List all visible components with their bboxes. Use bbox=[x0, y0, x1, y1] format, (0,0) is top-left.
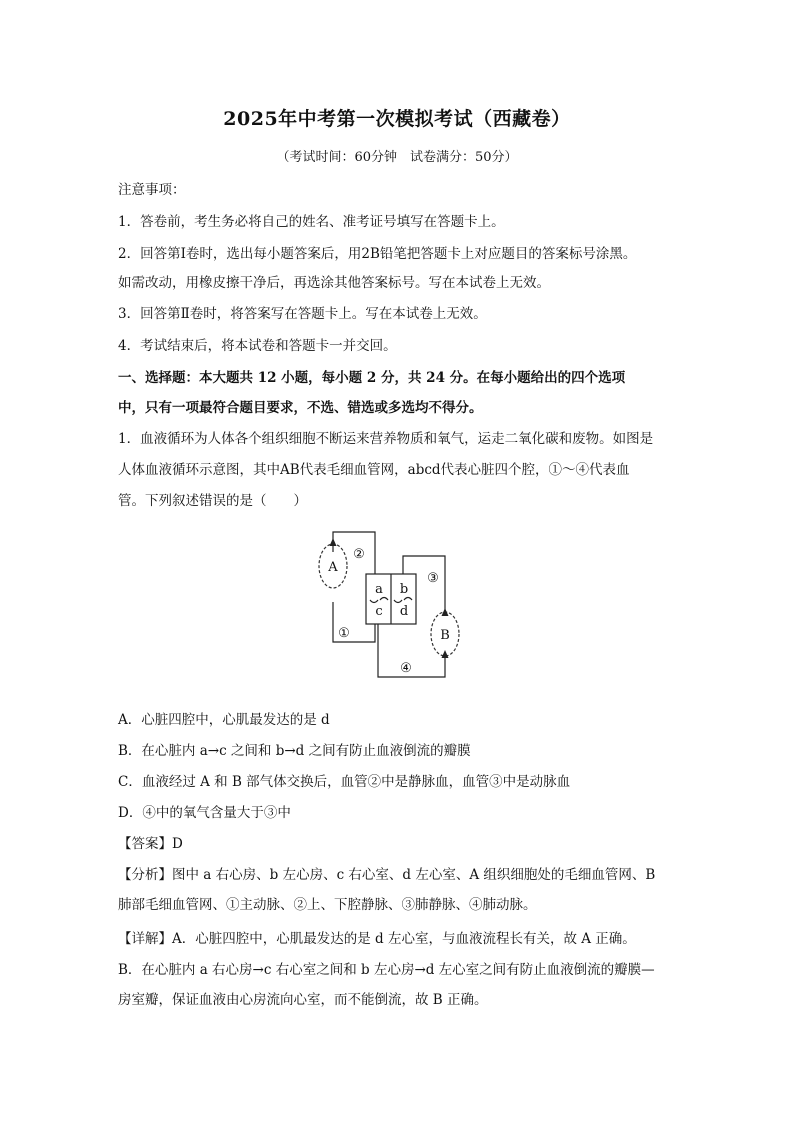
label-A: A bbox=[328, 560, 338, 575]
label-vessel-4: ④ bbox=[400, 661, 412, 676]
section-heading-cont: 中，只有一项最符合题目要求，不选、错选或多选均不得分。 bbox=[118, 400, 483, 416]
detail-line-1: 【详解】A．心脏四腔中，心肌最发达的是 d 左心室，与血液流程长有关，故 A 正确。 bbox=[118, 931, 636, 947]
detail-line-3: 房室瓣，保证血液由心房流向心室，而不能倒流，故 B 正确。 bbox=[118, 992, 488, 1008]
label-B: B bbox=[440, 628, 450, 643]
arrow-up-a bbox=[330, 538, 337, 546]
question-stem-3: 管。下列叙述错误的是（ ） bbox=[118, 493, 307, 509]
option-c: C．血液经过 A 和 B 部气体交换后，血管②中是静脉血，血管③中是动脉血 bbox=[118, 774, 571, 790]
arrow-up-b bbox=[442, 650, 449, 658]
detail-line-2: B．在心脏内 a 右心房→c 右心室之间和 b 左心房→d 左心室之间有防止血液倒流的瓣膜— bbox=[118, 962, 655, 978]
question-stem-1: 1．血液循环为人体各个组织细胞不断运来营养物质和氧气，运走二氧化碳和废物。如图是 bbox=[118, 431, 654, 447]
analysis-line-1: 【分析】图中 a 右心房、b 左心房、c 右心室、d 左心室、A 组织细胞处的毛细血管网、B bbox=[118, 867, 656, 883]
valve-ac bbox=[370, 598, 388, 603]
option-b: B．在心脏内 a→c 之间和 b→d 之间有防止血液倒流的瓣膜 bbox=[118, 743, 471, 759]
page-title: 2025年中考第一次模拟考试（西藏卷） bbox=[223, 108, 571, 130]
label-vessel-3: ③ bbox=[427, 571, 439, 586]
exam-info: （考试时间：60分钟 试卷满分：50分） bbox=[276, 150, 518, 165]
label-a: a bbox=[375, 582, 383, 597]
notice-item-1: 1．答卷前，考生务必将自己的姓名、准考证号填写在答题卡上。 bbox=[118, 214, 505, 230]
question-stem-2: 人体血液循环示意图，其中AB代表毛细血管网，abcd代表心脏四个腔，①～④代表血 bbox=[118, 462, 630, 478]
label-c: c bbox=[375, 604, 383, 619]
notice-item-2-cont: 如需改动，用橡皮擦干净后，再选涂其他答案标号。写在本试卷上无效。 bbox=[118, 275, 550, 291]
label-vessel-2: ② bbox=[353, 547, 365, 562]
label-vessel-1: ① bbox=[338, 626, 350, 641]
label-b: b bbox=[399, 582, 409, 597]
option-a: A．心脏四腔中，心肌最发达的是 d bbox=[118, 712, 330, 728]
option-d: D．④中的氧气含量大于③中 bbox=[118, 805, 291, 821]
notice-item-3: 3．回答第Ⅱ卷时，将答案写在答题卡上。写在本试卷上无效。 bbox=[118, 306, 487, 322]
section-heading: 一、选择题：本大题共 12 小题，每小题 2 分，共 24 分。在每小题给出的四个选项 bbox=[118, 370, 626, 386]
answer-line: 【答案】D bbox=[118, 836, 183, 852]
analysis-line-2: 肺部毛细血管网、①主动脉、②上、下腔静脉、③肺静脉、④肺动脉。 bbox=[118, 897, 537, 913]
notice-heading: 注意事项： bbox=[118, 182, 186, 198]
notice-item-4: 4．考试结束后，将本试卷和答题卡一并交回。 bbox=[118, 338, 397, 354]
notice-item-2: 2．回答第Ⅰ卷时，选出每小题答案后，用2B铅笔把答题卡上对应题目的答案标号涂黑。 bbox=[118, 246, 637, 262]
label-d: d bbox=[399, 604, 409, 619]
circulation-diagram bbox=[300, 522, 480, 687]
valve-bd bbox=[394, 598, 412, 603]
